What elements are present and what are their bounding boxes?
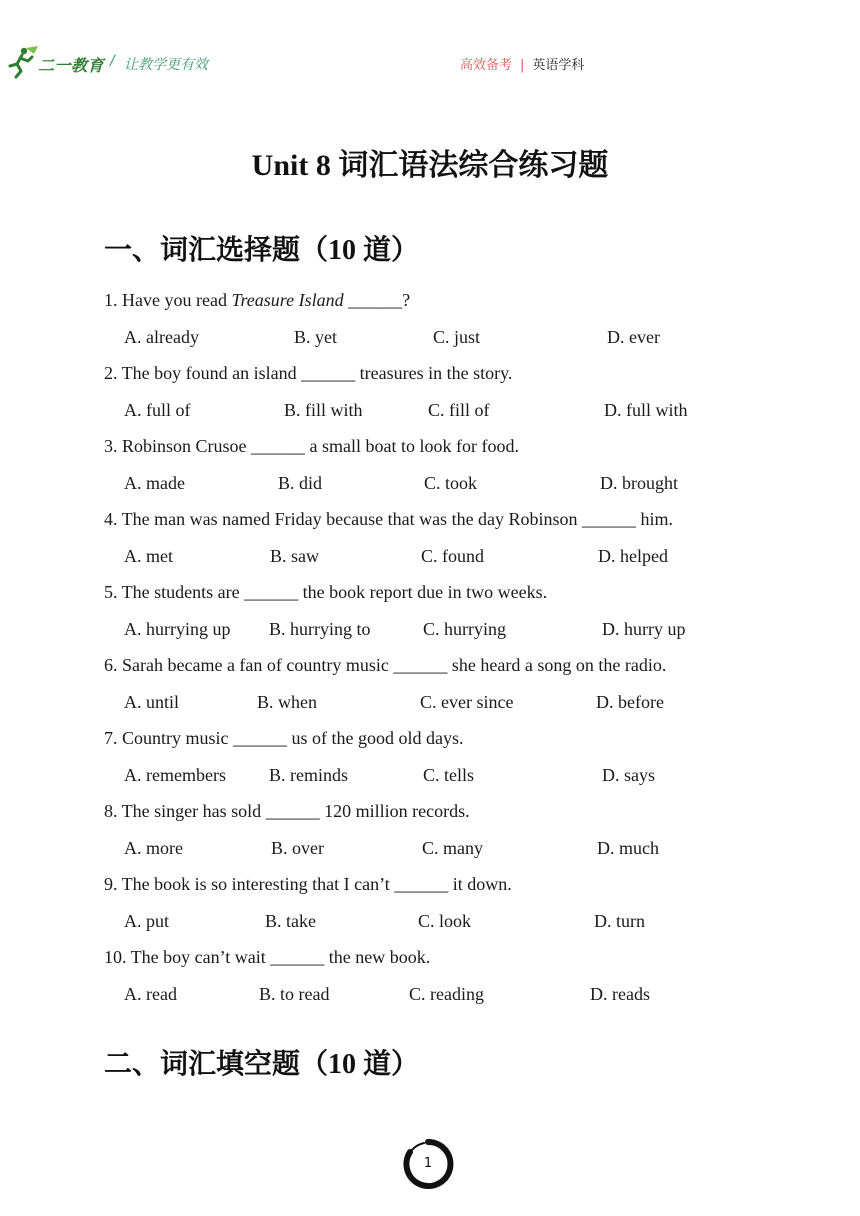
header-tag: 高效备考 [460,58,513,73]
header-meta [460,54,584,73]
answer-option: C. look [418,911,472,931]
question-text [104,728,463,749]
answer-option: D. full with [604,400,688,420]
answer-option: D. hurry up [602,619,686,639]
option-row [0,984,860,1010]
option-row [0,692,860,718]
answer-option: D. much [597,838,659,858]
question-stem: 1. Have you read [104,290,232,310]
answer-option: B. reminds [269,765,348,785]
option-row [0,400,860,426]
question-text [104,582,547,603]
question-text [104,874,512,895]
page-title: Unit 8 词汇语法综合练习题 [251,149,609,182]
answer-option: D. helped [598,546,668,566]
section-heading-fill: 二、词汇填空题（10 道） [104,1049,420,1080]
answer-option: B. hurrying to [269,619,371,639]
header-divider: | [520,58,525,73]
page-number: 1 [423,1156,433,1171]
answer-option: A. remembers [124,765,226,785]
answer-option: D. ever [607,327,660,347]
answer-option: D. reads [590,984,650,1004]
option-row [0,619,860,645]
answer-option: D. says [602,765,655,785]
header-subject: 英语学科 [532,58,585,73]
question-stem: 5. The students are ______ the book report due in two weeks. [104,582,548,602]
answer-option: C. just [433,327,481,347]
answer-option: C. hurrying [423,619,506,639]
book-title: Treasure Island [231,290,344,310]
section-heading-choice: 一、词汇选择题（10 道） [104,235,420,266]
answer-option: A. read [124,984,177,1004]
runner-logo-icon [4,44,40,80]
question-text [104,436,519,457]
question-stem: 8. The singer has sold ______ 120 million records. [104,801,470,821]
question-stem: 2. The boy found an island ______ treasures in the story. [104,363,513,383]
question-stem: 3. Robinson Crusoe ______ a small boat to look for food. [104,436,519,456]
answer-option: B. to read [259,984,330,1004]
question-text [104,801,470,822]
option-row [0,327,860,353]
answer-option: B. yet [294,327,337,347]
option-row [0,765,860,791]
answer-option: D. before [596,692,664,712]
question-text [104,290,410,311]
answer-option: A. more [124,838,183,858]
answer-option: A. put [124,911,169,931]
answer-option: C. took [424,473,478,493]
question-text [104,655,666,676]
question-text [104,363,512,384]
answer-option: A. hurrying up [124,619,231,639]
option-row [0,546,860,572]
answer-option: A. made [124,473,185,493]
brand-slogan: 让教学更有效 [124,57,208,73]
answer-option: B. saw [270,546,319,566]
answer-option: D. brought [600,473,678,493]
option-row [0,838,860,864]
answer-option: A. full of [124,400,191,420]
question-stem: 10. The boy can’t wait ______ the new book. [104,947,431,967]
answer-option: B. take [265,911,316,931]
answer-option: C. found [421,546,484,566]
question-stem-end: ______? [343,290,411,310]
answer-option: C. ever since [420,692,514,712]
brand-separator: / [110,53,115,69]
page-header [0,0,860,110]
answer-option: C. fill of [428,400,490,420]
answer-option: B. over [271,838,324,858]
answer-option: A. already [124,327,199,347]
answer-option: B. fill with [284,400,363,420]
option-row [0,473,860,499]
page-number-badge [402,1138,454,1190]
question-stem: 9. The book is so interesting that I can’t ______ it down. [104,874,512,894]
answer-option: C. many [422,838,483,858]
answer-option: B. did [278,473,323,493]
question-text [104,947,430,968]
answer-option: C. reading [409,984,484,1004]
answer-option: B. when [257,692,317,712]
question-stem: 4. The man was named Friday because that was the day Robinson ______ him. [104,509,674,529]
answer-option: C. tells [423,765,475,785]
option-row [0,911,860,937]
brand-name: 二一教育 [38,56,105,75]
answer-option: A. met [124,546,173,566]
question-stem: 6. Sarah became a fan of country music ______ she heard a song on the radio. [104,655,667,675]
answer-option: A. until [124,692,180,712]
question-stem: 7. Country music ______ us of the good old days. [104,728,464,748]
answer-option: D. turn [594,911,645,931]
question-text [104,509,673,530]
